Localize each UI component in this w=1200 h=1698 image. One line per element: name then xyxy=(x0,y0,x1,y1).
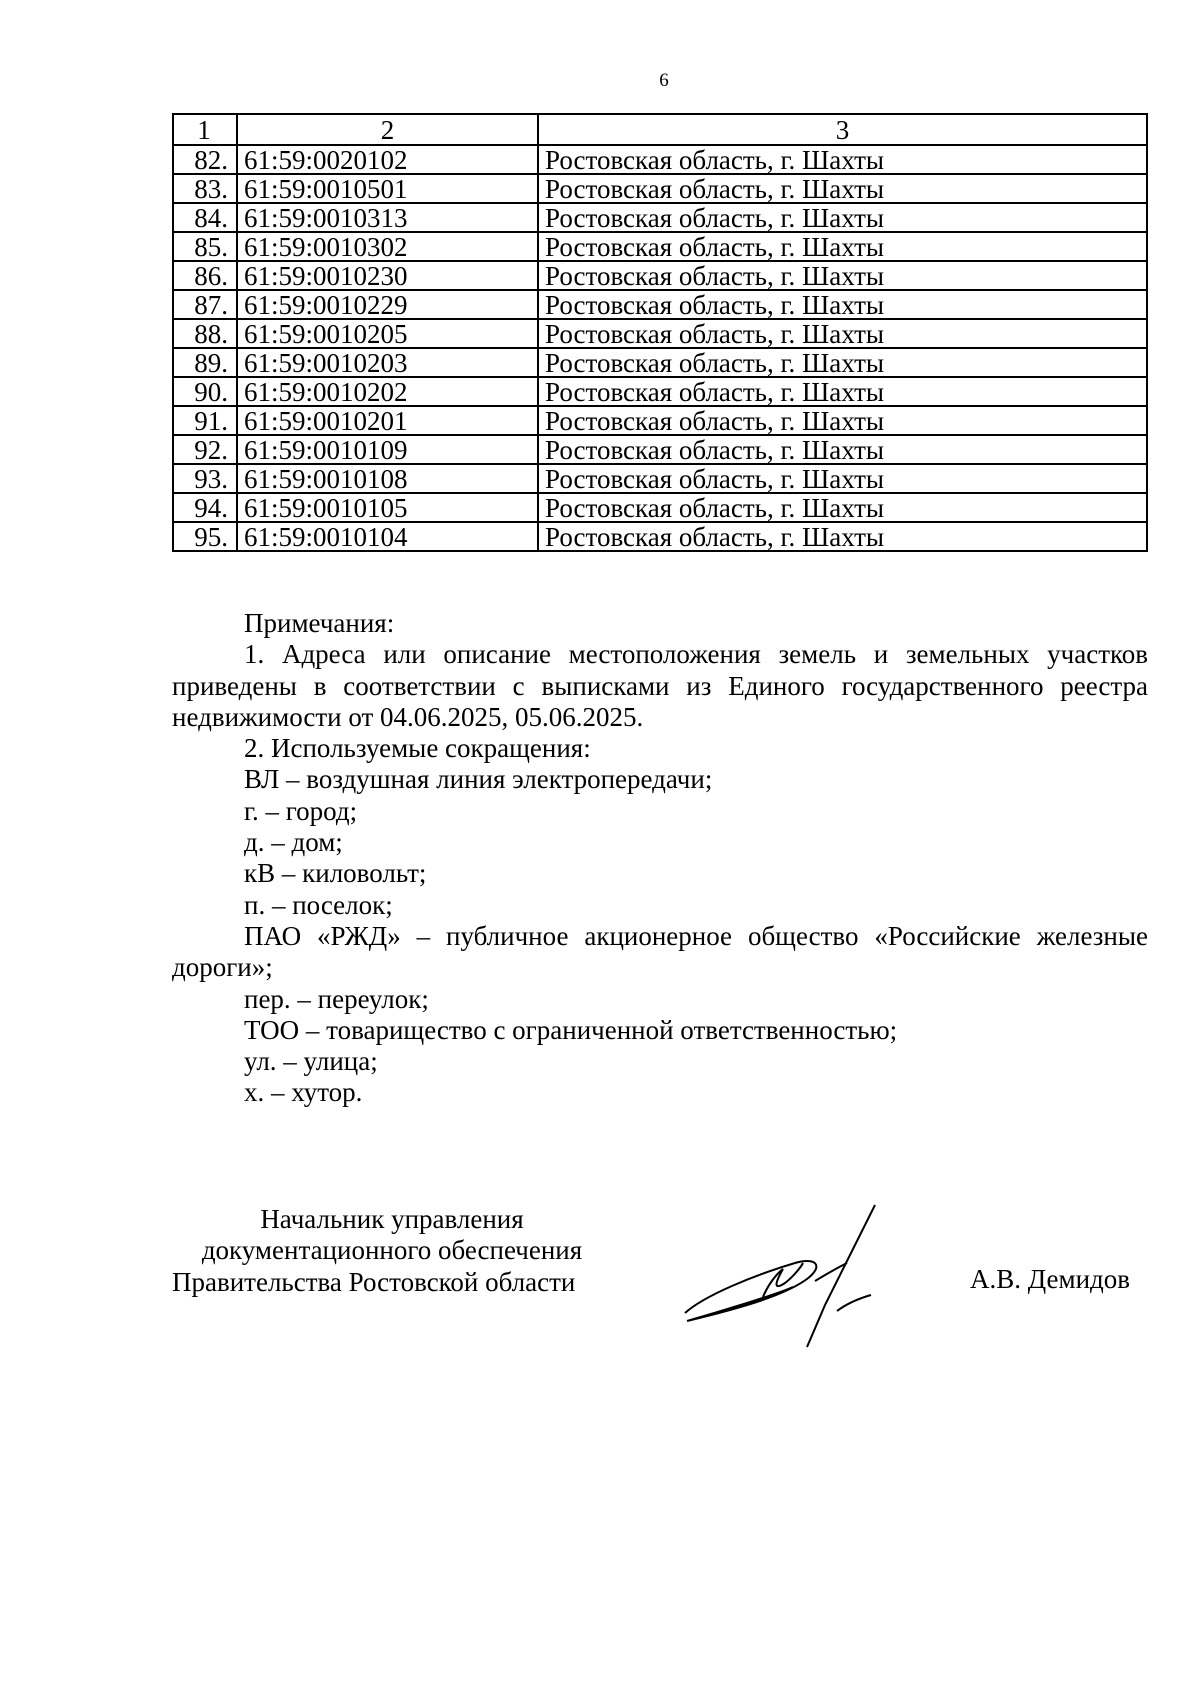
location: Ростовская область, г. Шахты xyxy=(538,493,1147,522)
cadastral-number: 61:59:0010205 xyxy=(237,319,538,348)
header-col-2: 2 xyxy=(237,114,538,145)
note-1-line-3: недвижимости от 04.06.2025, 05.06.2025. xyxy=(172,701,644,732)
table-row xyxy=(173,174,1147,203)
header-col-3: 3 xyxy=(538,114,1147,145)
cadastral-number: 61:59:0010201 xyxy=(237,406,538,435)
row-number: 91. xyxy=(173,406,237,435)
abbreviation-item: д. – дом; xyxy=(244,827,343,858)
cadastral-number: 61:59:0010302 xyxy=(237,232,538,261)
row-number: 94. xyxy=(173,493,237,522)
abbreviation-item: кВ – киловольт; xyxy=(244,858,427,889)
row-number: 92. xyxy=(173,435,237,464)
note-2-heading: 2. Используемые сокращения: xyxy=(244,733,591,764)
location: Ростовская область, г. Шахты xyxy=(538,261,1147,290)
location: Ростовская область, г. Шахты xyxy=(538,232,1147,261)
cadastral-table xyxy=(172,113,1148,552)
location: Ростовская область, г. Шахты xyxy=(538,319,1147,348)
abbreviation-item: г. – город; xyxy=(244,795,358,826)
table-row xyxy=(173,377,1147,406)
location: Ростовская область, г. Шахты xyxy=(538,203,1147,232)
table-row xyxy=(173,145,1147,174)
row-number: 84. xyxy=(173,203,237,232)
row-number: 89. xyxy=(173,348,237,377)
location: Ростовская область, г. Шахты xyxy=(538,522,1147,551)
handwritten-signature xyxy=(675,1195,975,1355)
table-row xyxy=(173,261,1147,290)
row-number: 83. xyxy=(173,174,237,203)
cadastral-number: 61:59:0010104 xyxy=(237,522,538,551)
table-row xyxy=(173,522,1147,551)
table-header-row xyxy=(173,114,1147,145)
cadastral-number: 61:59:0020102 xyxy=(237,145,538,174)
signatory-title-line-1: Начальник управления xyxy=(260,1204,524,1234)
cadastral-number: 61:59:0010105 xyxy=(237,493,538,522)
signatory-title-line-2: документационного обеспечения xyxy=(201,1235,583,1266)
location: Ростовская область, г. Шахты xyxy=(538,145,1147,174)
cadastral-number: 61:59:0010230 xyxy=(237,261,538,290)
row-number: 82. xyxy=(173,145,237,174)
page-number: 6 xyxy=(659,70,669,91)
cadastral-number: 61:59:0010202 xyxy=(237,377,538,406)
abbreviation-item: ВЛ – воздушная линия электропередачи; xyxy=(244,764,713,795)
location: Ростовская область, г. Шахты xyxy=(538,464,1147,493)
notes-heading: Примечания: xyxy=(244,608,395,638)
location: Ростовская область, г. Шахты xyxy=(538,290,1147,319)
abbreviation-item: х. – хутор. xyxy=(244,1077,363,1108)
table-row xyxy=(173,232,1147,261)
abbreviation-item: ул. – улица; xyxy=(244,1046,378,1077)
row-number: 90. xyxy=(173,377,237,406)
header-col-1: 1 xyxy=(173,114,237,145)
location: Ростовская область, г. Шахты xyxy=(538,435,1147,464)
note-1-line-1: 1. Адреса или описание местоположения земель и земельных участков xyxy=(244,639,1148,670)
cadastral-number: 61:59:0010109 xyxy=(237,435,538,464)
abbreviation-item-pao-cont: дороги»; xyxy=(172,952,273,983)
notes-section xyxy=(172,608,1148,1109)
row-number: 86. xyxy=(173,261,237,290)
abbreviation-item-pao: ПАО «РЖД» – публичное акционерное общество «Российские железные xyxy=(244,920,1148,951)
table-row xyxy=(173,435,1147,464)
row-number: 88. xyxy=(173,319,237,348)
signatory-title-line-3: Правительства Ростовской области xyxy=(172,1266,576,1297)
table-row xyxy=(173,348,1147,377)
abbreviation-item: п. – поселок; xyxy=(244,889,393,920)
cadastral-number: 61:59:0010203 xyxy=(237,348,538,377)
table-row xyxy=(173,464,1147,493)
abbreviation-item: ТОО – товарищество с ограниченной ответственностью; xyxy=(244,1014,898,1045)
table-row xyxy=(173,319,1147,348)
table-row xyxy=(173,290,1147,319)
cadastral-number: 61:59:0010501 xyxy=(237,174,538,203)
cadastral-number: 61:59:0010313 xyxy=(237,203,538,232)
signatory-title xyxy=(172,1204,612,1298)
row-number: 87. xyxy=(173,290,237,319)
signer-name: А.В. Демидов xyxy=(970,1264,1131,1294)
location: Ростовская область, г. Шахты xyxy=(538,406,1147,435)
table-row xyxy=(173,406,1147,435)
location: Ростовская область, г. Шахты xyxy=(538,348,1147,377)
cadastral-number: 61:59:0010108 xyxy=(237,464,538,493)
table-row xyxy=(173,203,1147,232)
row-number: 95. xyxy=(173,522,237,551)
location: Ростовская область, г. Шахты xyxy=(538,377,1147,406)
note-1-line-2: приведены в соответствии с выписками из Единого государственного реестра xyxy=(172,670,1148,701)
location: Ростовская область, г. Шахты xyxy=(538,174,1147,203)
row-number: 93. xyxy=(173,464,237,493)
table-row xyxy=(173,493,1147,522)
abbreviation-item: пер. – переулок; xyxy=(244,983,429,1014)
cadastral-number: 61:59:0010229 xyxy=(237,290,538,319)
row-number: 85. xyxy=(173,232,237,261)
